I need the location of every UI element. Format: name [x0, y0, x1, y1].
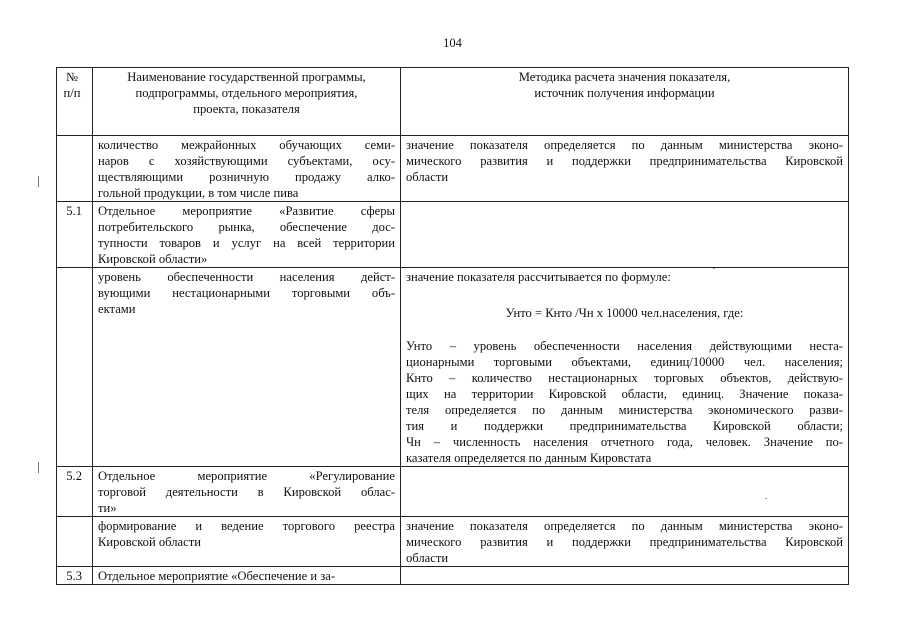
row-name-line: количество межрайонных обучающих семи-	[98, 138, 395, 152]
table-row	[57, 136, 849, 202]
row-name-cell	[93, 136, 401, 202]
row-method-line: области	[406, 551, 449, 565]
row-name-line: формирование и ведение торгового реестра	[98, 519, 395, 533]
indicator-methodology-table	[56, 67, 849, 585]
row-method-line: ционарными торговыми объектами, единиц/10000 чел. населения;	[406, 355, 843, 369]
row-number-cell: 5.3	[57, 567, 93, 585]
header-method-line: источник получения информации	[534, 86, 715, 100]
row-number-cell	[57, 268, 93, 467]
scan-artifact-mark	[38, 176, 39, 187]
row-method-cell	[401, 517, 849, 567]
row-name-line: ти»	[98, 501, 117, 515]
row-name-cell	[93, 517, 401, 567]
row-number-cell	[57, 517, 93, 567]
row-name-line: Отдельное мероприятие «Регулирование	[98, 469, 395, 483]
row-method-line: Чн – численность населения отчетного года, человек. Значение по-	[406, 435, 843, 449]
header-number-cell	[57, 68, 93, 136]
row-method-cell	[401, 467, 849, 517]
table-row	[57, 467, 849, 517]
table-header-row	[57, 68, 849, 136]
row-name-line: наров с хозяйствующими субъектами, осу-	[98, 154, 395, 168]
row-method-cell	[401, 268, 849, 467]
row-name-line: ектами	[98, 302, 136, 316]
row-method-line: значение показателя определяется по данным министерства эконо-	[406, 138, 843, 152]
row-method-line: щих на территории Кировской области, единиц. Значение показа-	[406, 387, 843, 401]
row-method-line: казателя определяется по данным Кировстата	[406, 451, 652, 465]
row-method-line: тия и поддержки предпринимательства Кировской области;	[406, 419, 843, 433]
row-name-line: Кировской области	[98, 535, 201, 549]
formula: Унто = Кнто /Чн х 10000 чел.населения, где:	[505, 306, 744, 320]
row-number-cell	[57, 136, 93, 202]
row-name-line: вующими нестационарными торговыми объ-	[98, 286, 395, 300]
row-name-cell	[93, 467, 401, 517]
row-name-line: уровень обеспеченности населения дейст-	[98, 270, 395, 284]
row-name-line: Отдельное мероприятие «Обеспечение и за-	[98, 569, 336, 583]
row-method-line: мического развития и поддержки предпринимательства Кировской	[406, 535, 843, 549]
header-number-line: п/п	[63, 86, 81, 100]
row-number-cell: 5.2	[57, 467, 93, 517]
row-name-line: Кировской области»	[98, 252, 208, 266]
row-name-line: потребительского рынка, обеспечение дос-	[98, 220, 395, 234]
table-row	[57, 567, 849, 585]
row-method-line: области	[406, 170, 449, 184]
header-method-cell	[401, 68, 849, 136]
scan-artifact-mark	[38, 462, 39, 473]
row-name-line: Отдельное мероприятие «Развитие сферы	[98, 204, 395, 218]
header-number-line: №	[65, 70, 79, 84]
row-method-cell	[401, 136, 849, 202]
row-name-line: тупности товаров и услуг на всей территории	[98, 236, 395, 250]
page-number: 104	[443, 36, 462, 50]
header-name-line: Наименование государственной программы,	[127, 70, 366, 84]
row-name-line: торговой деятельности в Кировской облас-	[98, 485, 395, 499]
header-method-line: Методика расчета значения показателя,	[518, 70, 731, 84]
row-method-line: теля определяется по данным министерства экономического разви-	[406, 403, 843, 417]
row-method-cell	[401, 567, 849, 585]
row-method-line: мического развития и поддержки предпринимательства Кировской	[406, 154, 843, 168]
row-number-cell: 5.1	[57, 202, 93, 268]
row-name-line: гольной продукции, в том числе пива	[98, 186, 299, 200]
row-name-cell	[93, 202, 401, 268]
header-name-line: проекта, показателя	[193, 102, 300, 116]
table-row	[57, 268, 849, 467]
formula-intro: значение показателя рассчитывается по формуле:	[406, 270, 671, 284]
row-name-cell	[93, 268, 401, 467]
row-method-line: Кнто – количество нестационарных торговых объектов, действую-	[406, 371, 843, 385]
row-method-line: Унто – уровень обеспеченности населения действующими неста-	[406, 339, 843, 353]
row-name-line: ществляющими розничную продажу алко-	[98, 170, 395, 184]
row-name-cell	[93, 567, 401, 585]
header-name-line: подпрограммы, отдельного мероприятия,	[135, 86, 358, 100]
header-name-cell	[93, 68, 401, 136]
table-row	[57, 202, 849, 268]
row-method-line: значение показателя определяется по данным министерства эконо-	[406, 519, 843, 533]
row-method-cell	[401, 202, 849, 268]
table-row	[57, 517, 849, 567]
